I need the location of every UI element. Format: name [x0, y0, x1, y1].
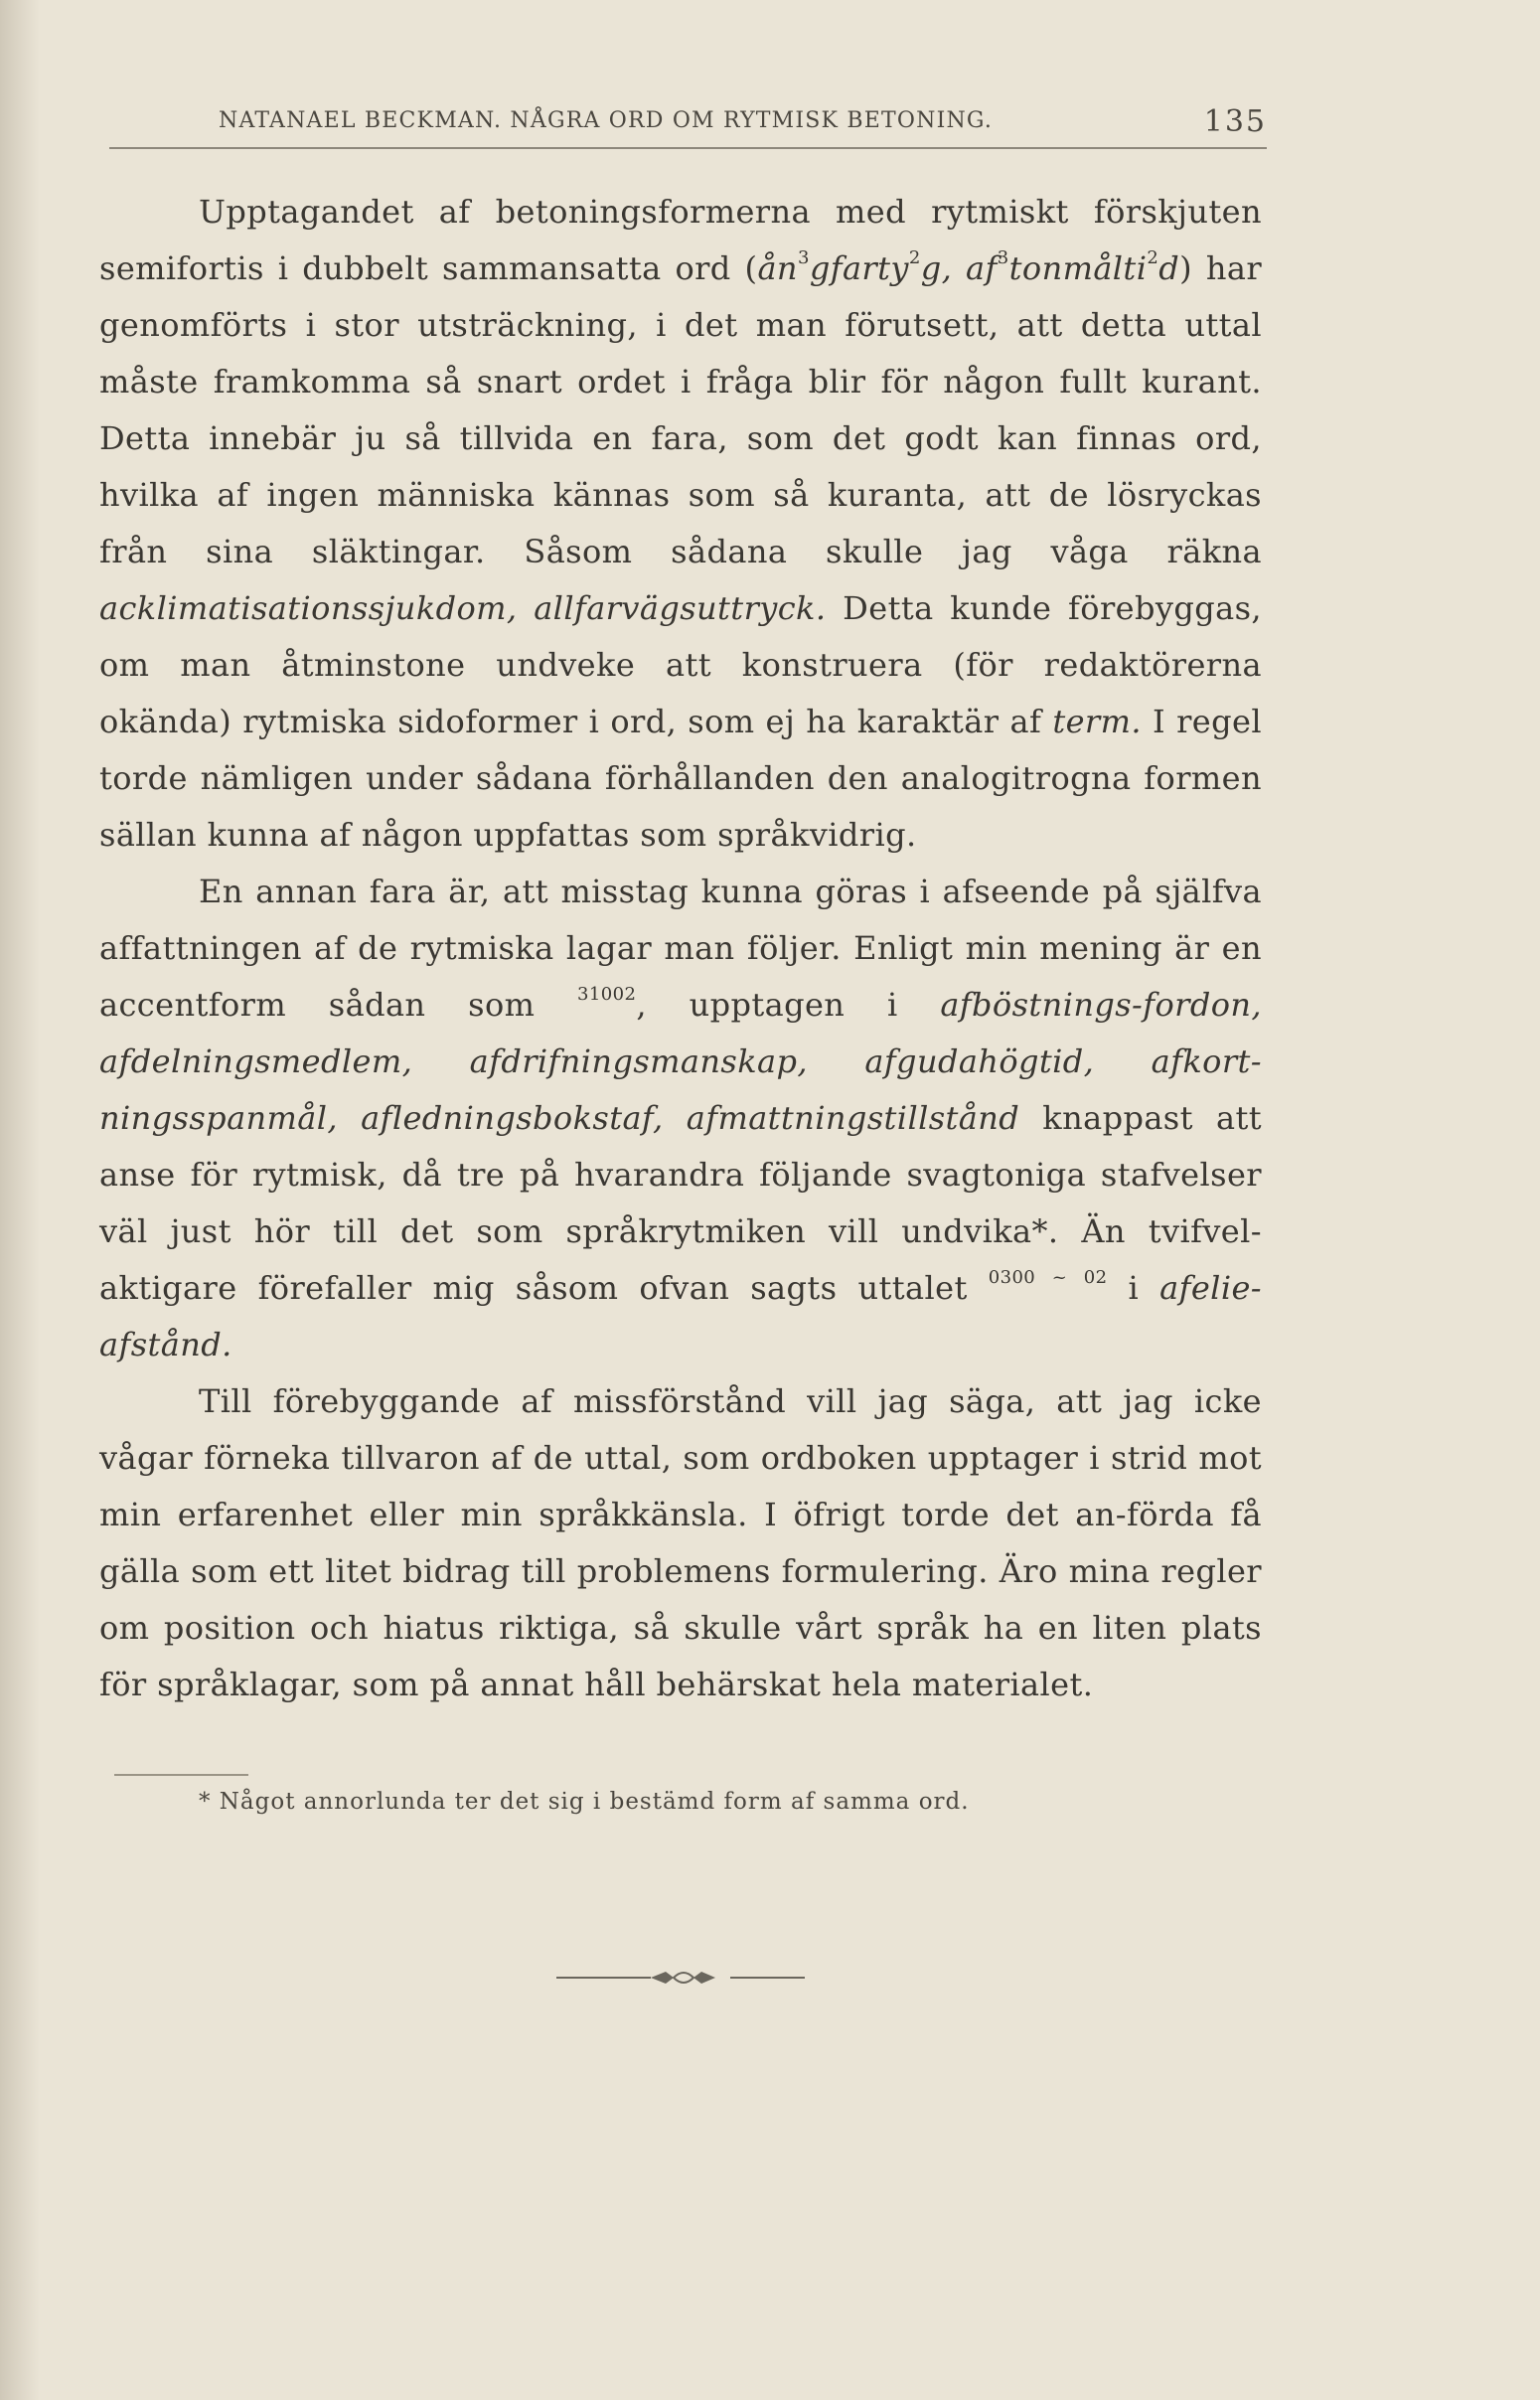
superscript: 0300 ~ 02 — [988, 1266, 1108, 1288]
paragraph — [99, 1373, 1262, 1713]
footnote-rule — [114, 1774, 248, 1776]
page-edge-shadow — [0, 0, 40, 2400]
italic-text: acklimatisationssjukdom, allfarvägsuttryck. — [99, 589, 827, 627]
paragraph — [99, 864, 1262, 1373]
italic-text: gfarty — [809, 249, 909, 287]
italic-text: afelie-afstånd. — [99, 1269, 1263, 1363]
text-run: Detta kunde förebyggas, om man åtminstone undveke att konstruera (för redaktörerna okända) rytmiska sidoformer i ord, som ej ha karaktär af — [99, 589, 1263, 740]
text-run: I regel torde nämligen under sådana förhållanden den analogitrogna formen sällan kunna af någon uppfattas som språkvidrig. — [99, 703, 1262, 854]
end-ornament — [556, 1963, 805, 1993]
italic-text: ån — [757, 249, 798, 287]
italic-text: afböstnings-fordon, afdelningsmedlem, afdrifningsmanskap, afgudahögtid, afkort-ningsspanmål, afledningsbokstaf, afmattningstillstånd — [99, 986, 1262, 1137]
running-head — [99, 94, 1267, 150]
header-rule — [109, 147, 1267, 149]
text-run: ) har genomförts i stor utsträckning, i det man förutsett, att detta uttal måste framkomma så snart ordet i fråga blir för någon fullt kurant. Detta innebär ju så tillvida en fara, som det godt kan finnas ord, hvilka af ingen människa kännas som så kuranta, att de lösryckas från sina släktingar. Såsom sådana skulle jag våga räkna — [99, 249, 1263, 570]
text-run: En annan fara är, att misstag kunna göras i afseende på själfva affattningen af de rytmiska lagar man följer. Enligt min mening är en accentform sådan som — [99, 873, 1262, 1024]
italic-text: d — [1158, 249, 1180, 287]
superscript: 31002 — [577, 983, 637, 1005]
body-text — [99, 184, 1262, 1713]
text-run: knappast att anse för rytmisk, då tre på hvarandra följande svagtoniga stafvelser väl just hör till det som språkrytmiken vill undvika*. Än tvifvel-aktigare förefaller mig såsom ofvan sagts uttalet — [99, 1099, 1263, 1307]
text-run: , upptagen i — [636, 986, 941, 1024]
italic-text: tonmålti — [1008, 249, 1148, 287]
superscript: 3 — [797, 246, 810, 268]
superscript: 2 — [908, 246, 921, 268]
footnote: * Något annorlunda ter det sig i bestämd form af samma ord. — [199, 1789, 970, 1815]
superscript: 3 — [997, 246, 1009, 268]
superscript: 2 — [1147, 246, 1159, 268]
italic-text: g, af — [920, 249, 998, 287]
text-run: i — [1107, 1269, 1160, 1307]
text-run: Upptagandet af betoningsformerna med rytmiskt förskjuten semifortis i dubbelt sammansatta ord ( — [99, 193, 1262, 287]
page-number: 135 — [1203, 104, 1267, 139]
text-run: Till förebyggande af missförstånd vill jag säga, att jag icke vågar förneka tillvaron af de uttal, som ordboken upptager i strid mot min erfarenhet eller min språkkänsla. I öfrigt torde det an-förda få gälla som ett litet bidrag till problemens formulering. Äro mina regler om position och hiatus riktiga, så skulle vårt språk ha en liten plats för språklagar, som på annat håll behärskat hela materialet. — [99, 1382, 1262, 1703]
paragraph — [99, 184, 1262, 864]
running-title: NATANAEL BECKMAN. NÅGRA ORD OM RYTMISK BETONING. — [219, 108, 994, 133]
italic-text: term. — [1052, 703, 1142, 740]
